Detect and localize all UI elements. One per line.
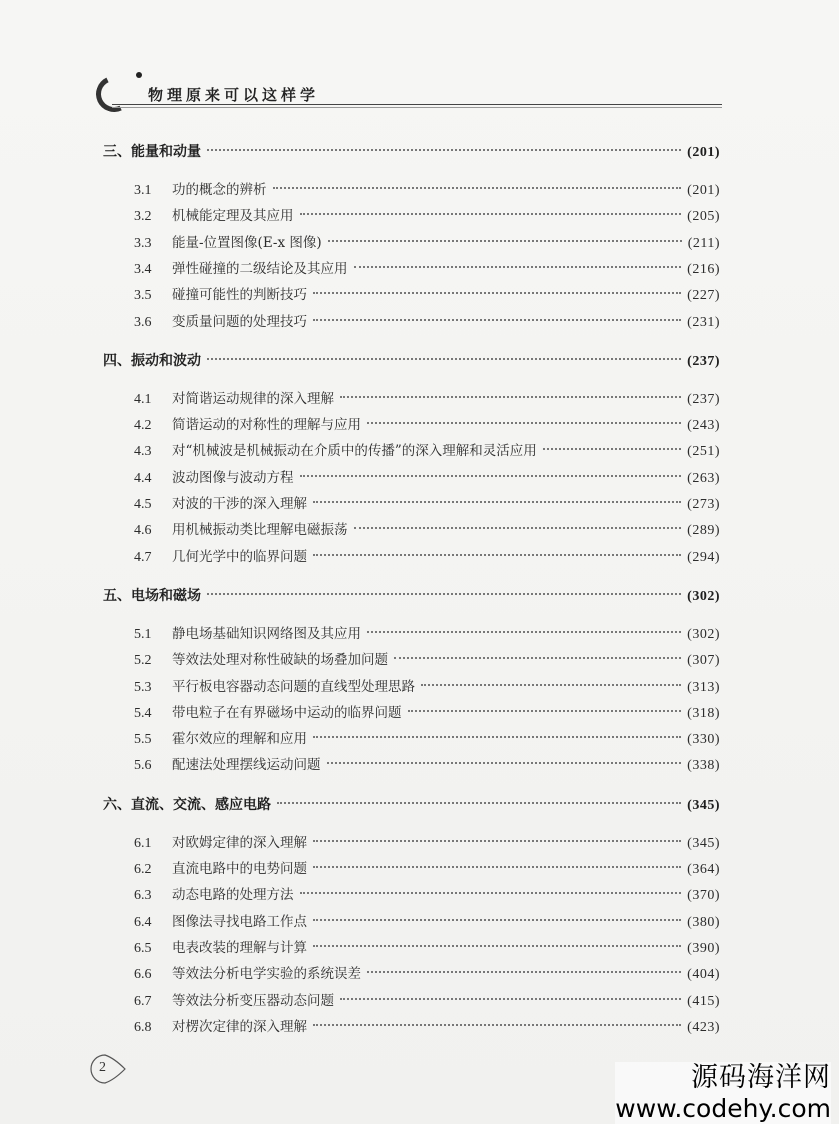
toc-item: [134, 414, 720, 436]
toc-item-title: 能量-位置图像(E-x 图像): [172, 234, 322, 251]
toc-item-title: 弹性碰撞的二级结论及其应用: [172, 260, 348, 277]
toc-item-title: 等效法分析变压器动态问题: [172, 992, 334, 1009]
toc-item: [134, 702, 720, 724]
toc-item: [134, 388, 720, 410]
toc-page-number: (307): [687, 653, 720, 669]
toc-item-number: 3.6: [134, 314, 152, 330]
toc-item-number: 5.1: [134, 626, 152, 642]
toc-item-title: 静电场基础知识网络图及其应用: [172, 625, 361, 642]
toc-item-title: 波动图像与波动方程: [172, 469, 294, 486]
leader-dots: [313, 291, 681, 294]
toc-page-number: (201): [687, 183, 720, 198]
toc-item-title: 碰撞可能性的判断技巧: [172, 287, 307, 304]
toc-item-number: 6.4: [134, 914, 152, 930]
toc-page-number: (390): [687, 940, 720, 956]
toc-page-number: (227): [687, 288, 720, 304]
leader-dots: [327, 761, 682, 764]
toc-item-title: 配速法处理摆线运动问题: [172, 757, 321, 774]
leader-dots: [367, 421, 681, 424]
leader-dots: [313, 318, 681, 321]
toc-item: [134, 232, 720, 254]
toc-item-number: 4.6: [134, 523, 152, 539]
toc-item-number: 6.7: [134, 993, 152, 1009]
toc-item-number: 4.7: [134, 549, 152, 565]
toc-item-title: 对楞次定律的深入理解: [172, 1018, 307, 1035]
toc-page-number: (380): [687, 914, 720, 930]
toc-item: [134, 937, 720, 959]
leader-dots: [300, 474, 682, 477]
toc-item-title: 对波的干涉的深入理解: [172, 496, 307, 512]
watermark-url: www.codehy.com: [615, 1094, 831, 1123]
toc-section: [103, 141, 720, 163]
toc-page-number: (289): [687, 523, 720, 539]
toc-page-number: (370): [687, 888, 720, 904]
header-rule: [112, 104, 722, 105]
leader-dots: [313, 839, 681, 842]
toc-item-title: 等效法处理对称性破缺的场叠加问题: [172, 652, 388, 669]
toc-page-number: (205): [687, 209, 720, 225]
toc-item: [134, 467, 720, 489]
toc-item: [134, 649, 720, 671]
leader-dots: [354, 526, 682, 529]
leader-dots: [313, 735, 681, 738]
toc-page-number: (423): [687, 1019, 720, 1035]
toc-item: [134, 963, 720, 985]
toc-item-title: 带电粒子在有界磁场中运动的临界问题: [172, 704, 402, 721]
toc-section-title: 三、能量和动量: [103, 144, 201, 160]
toc-item-number: 4.1: [134, 391, 152, 407]
toc-item: [134, 884, 720, 906]
toc-item-title: 机械能定理及其应用: [172, 208, 294, 225]
toc-item: [134, 754, 720, 776]
toc-item-title: 功的概念的辨析: [172, 182, 267, 198]
leader-dots: [300, 891, 682, 894]
toc-item-number: 3.4: [134, 261, 152, 277]
toc-item: [134, 728, 720, 750]
leader-dots: [207, 592, 681, 595]
toc-page-number: (211): [687, 235, 720, 251]
toc-page-number: (273): [687, 497, 720, 512]
leader-dots: [367, 630, 681, 633]
toc-page-number: (302): [687, 588, 720, 604]
toc-item-number: 6.8: [134, 1019, 152, 1035]
toc-section-title: 六、直流、交流、感应电路: [103, 796, 271, 813]
toc-page-number: (216): [687, 261, 720, 277]
toc-page-number: (330): [687, 732, 720, 748]
leader-dots: [313, 1023, 681, 1026]
toc-page-number: (201): [687, 145, 720, 160]
toc-item-title: 动态电路的处理方法: [172, 887, 294, 904]
toc-page-number: (345): [687, 797, 720, 813]
leader-dots: [340, 997, 681, 1000]
toc-item-number: 6.1: [134, 835, 152, 851]
toc-item-number: 5.5: [134, 732, 152, 748]
leader-dots: [300, 212, 682, 215]
toc-section-title: 五、电场和磁场: [103, 587, 201, 604]
toc-item-number: 5.3: [134, 679, 152, 695]
header-rule-thin: [112, 107, 722, 108]
toc-item: [134, 676, 720, 698]
toc-item-title: 直流电路中的电势问题: [172, 861, 307, 877]
toc-page-number: (237): [687, 391, 720, 407]
toc-item: [134, 1016, 720, 1038]
toc-item-title: 变质量问题的处理技巧: [172, 313, 307, 330]
page-number-badge: [88, 1052, 128, 1086]
toc-item-number: 4.2: [134, 418, 152, 434]
toc-page-number: (404): [687, 967, 720, 983]
toc-item-title: 平行板电容器动态问题的直线型处理思路: [172, 678, 415, 695]
leader-dots: [340, 395, 681, 398]
toc-page-number: (364): [687, 862, 720, 877]
toc-item: [134, 258, 720, 280]
toc-item-title: 对“机械波是机械振动在介质中的传播”的深入理解和灵活应用: [172, 443, 537, 460]
leader-dots: [394, 656, 681, 659]
toc-item-title: 电表改装的理解与计算: [172, 939, 307, 956]
toc-item-number: 3.1: [134, 183, 152, 198]
toc-item-title: 霍尔效应的理解和应用: [172, 731, 307, 748]
toc-item-number: 4.4: [134, 470, 152, 486]
toc-item-number: 6.2: [134, 862, 152, 877]
toc-item-number: 3.2: [134, 209, 152, 225]
toc-section: [103, 585, 720, 607]
toc-page-number: (345): [687, 835, 720, 851]
leader-dots: [354, 265, 682, 268]
toc-item: [134, 179, 720, 201]
toc-item-title: 对简谐运动规律的深入理解: [172, 390, 334, 407]
leader-dots: [543, 447, 681, 450]
toc-item-number: 3.3: [134, 235, 152, 251]
toc-item-number: 5.6: [134, 758, 152, 774]
toc-item: [134, 623, 720, 645]
running-header: [96, 70, 722, 110]
page-number: 2: [99, 1060, 106, 1075]
toc-section-title: 四、振动和波动: [103, 352, 201, 369]
toc-item: [134, 440, 720, 462]
toc-item: [134, 911, 720, 933]
toc-item-number: 6.3: [134, 888, 152, 904]
watermark: [615, 1062, 831, 1124]
leader-dots: [408, 709, 682, 712]
toc-item: [134, 858, 720, 880]
toc-item: [134, 519, 720, 541]
book-title: 物理原来可以这样学: [148, 86, 320, 104]
leader-dots: [207, 148, 681, 151]
toc-item-number: 4.3: [134, 444, 152, 460]
leader-dots: [277, 801, 681, 804]
leader-dots: [207, 357, 681, 360]
leader-dots: [421, 683, 681, 686]
toc-item-number: 4.5: [134, 497, 152, 512]
toc-item-title: 用机械振动类比理解电磁振荡: [172, 522, 348, 539]
toc-item-title: 几何光学中的临界问题: [172, 548, 307, 565]
page-badge-icon: [88, 1052, 128, 1086]
toc-section: [103, 794, 720, 816]
leader-dots: [313, 865, 681, 868]
toc-item-number: 6.6: [134, 967, 152, 983]
watermark-name: 源码海洋网: [691, 1062, 831, 1093]
toc-item-title: 简谐运动的对称性的理解与应用: [172, 417, 361, 434]
toc-item: [134, 832, 720, 854]
leader-dots: [328, 239, 682, 242]
toc-page-number: (302): [687, 626, 720, 642]
toc-item-number: 3.5: [134, 288, 152, 304]
toc-page-number: (237): [687, 353, 720, 369]
leader-dots: [273, 186, 682, 189]
leader-dots: [313, 944, 681, 947]
toc-item-title: 图像法寻找电路工作点: [172, 913, 307, 930]
toc-page-number: (251): [687, 444, 720, 460]
toc-item: [134, 990, 720, 1012]
toc-item: [134, 205, 720, 227]
toc-item-title: 对欧姆定律的深入理解: [172, 834, 307, 851]
toc-item-title: 等效法分析电学实验的系统误差: [172, 966, 361, 983]
leader-dots: [367, 970, 681, 973]
toc-page-number: (263): [687, 470, 720, 486]
leader-dots: [313, 553, 681, 556]
leader-dots: [313, 918, 681, 921]
logo-dot-icon: [136, 72, 142, 78]
toc-page-number: (415): [687, 993, 720, 1009]
toc-page-number: (243): [687, 418, 720, 434]
toc-page-number: (231): [687, 314, 720, 330]
toc-page-number: (313): [687, 679, 720, 695]
leader-dots: [313, 500, 681, 503]
toc-item: [134, 546, 720, 568]
toc-item-number: 5.4: [134, 705, 152, 721]
logo-arc-icon: [91, 71, 137, 117]
toc-item-number: 5.2: [134, 653, 152, 669]
toc-item: [134, 284, 720, 306]
toc-item-number: 6.5: [134, 940, 152, 956]
toc-item: [134, 311, 720, 333]
toc-page-number: (294): [687, 549, 720, 565]
toc-page-number: (338): [687, 758, 720, 774]
toc-item: [134, 493, 720, 515]
toc-page-number: (318): [687, 705, 720, 721]
toc-section: [103, 350, 720, 372]
